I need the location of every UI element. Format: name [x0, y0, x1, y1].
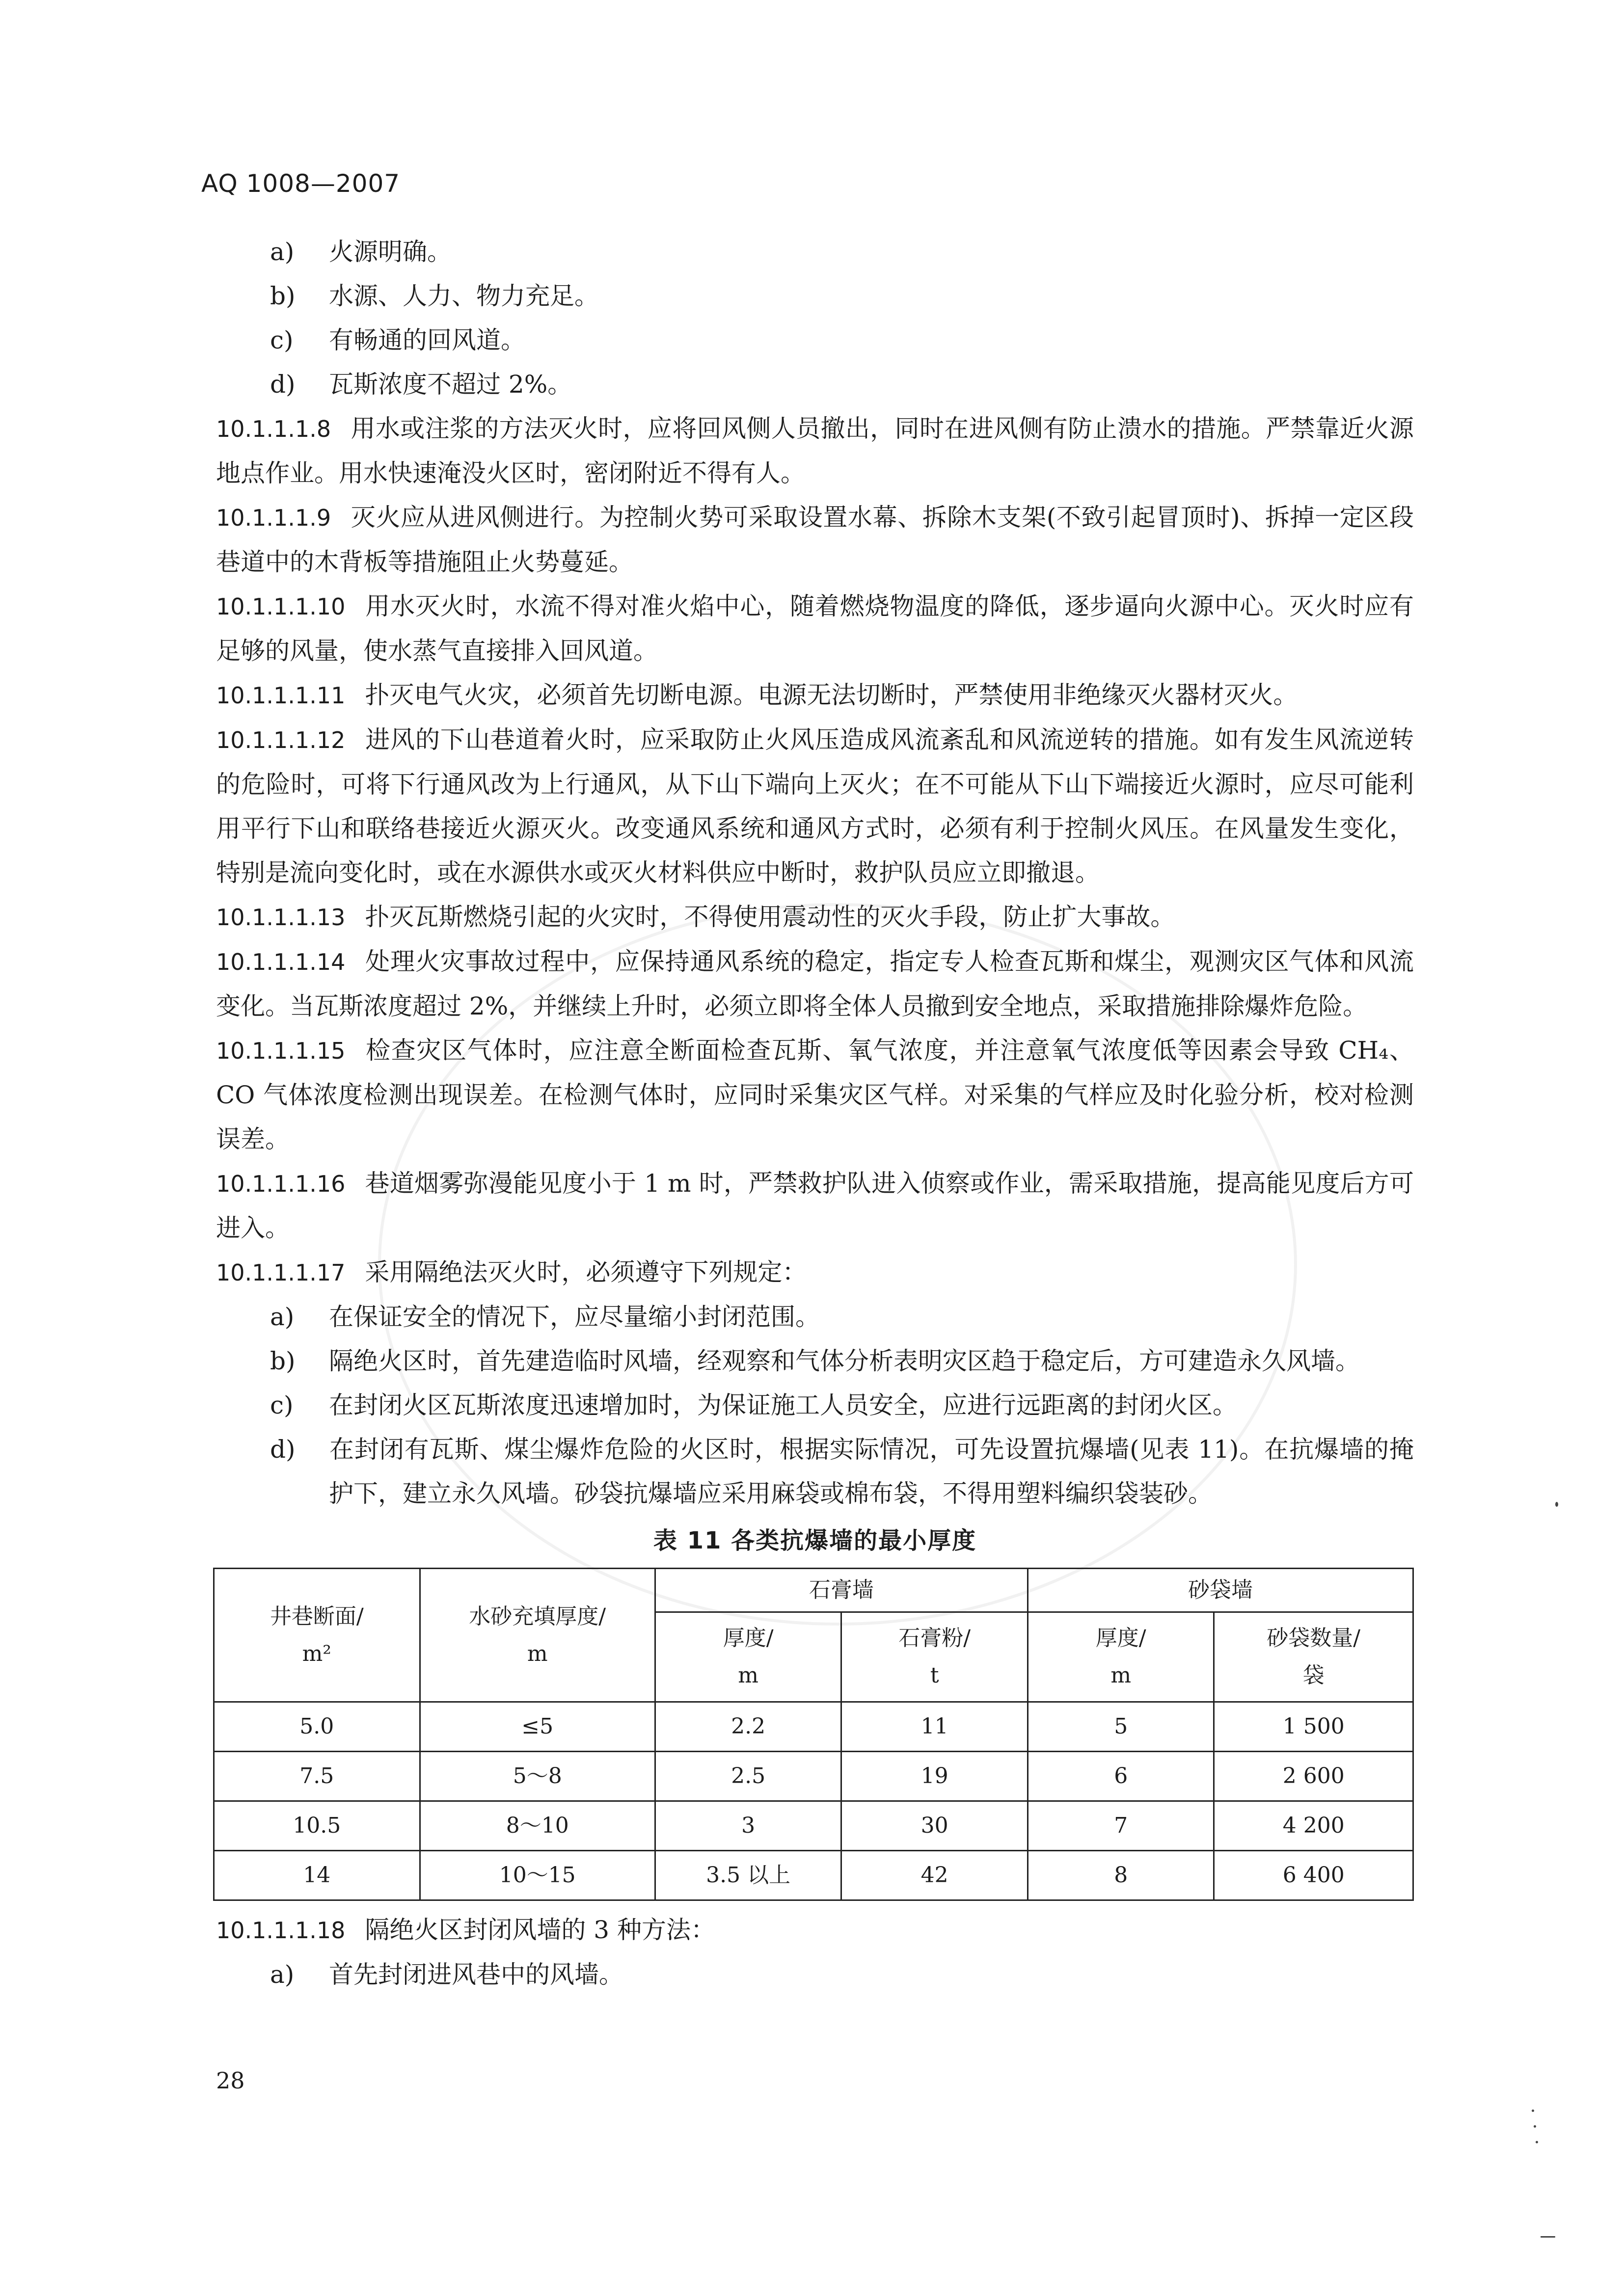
clause-number: 10.1.1.1.17	[216, 1259, 346, 1286]
clause-paragraph	[216, 718, 1414, 895]
paragraph-text: 处理火灾事故过程中，应保持通风系统的稳定，指定专人检查瓦斯和煤尘，观测灾区气体和风流变化。当瓦斯浓度超过 2%，并继续上升时，必须立即将全体人员撤到安全地点，采取措施排除爆炸危险。	[216, 947, 1414, 1020]
table-caption: 表 11 各类抗爆墙的最小厚度	[653, 1527, 977, 1554]
document-body	[216, 230, 1414, 1997]
table-cell: 7	[1028, 1801, 1214, 1851]
table-cell: 1 500	[1214, 1702, 1413, 1752]
table-row	[214, 1801, 1413, 1851]
table-cell: 2.5	[655, 1752, 841, 1801]
clause-number: 10.1.1.1.8	[216, 416, 331, 442]
paragraph-text: 在封闭有瓦斯、煤尘爆炸危险的火区时，根据实际情况，可先设置抗爆墙(见表 11)。在抗爆墙的掩护下，建立永久风墙。砂袋抗爆墙应采用麻袋或棉布袋，不得用塑料编织袋装砂。	[329, 1435, 1414, 1508]
header-sandbag-count: 砂袋数量/ 袋	[1214, 1612, 1413, 1702]
page-number: 28	[216, 2067, 245, 2094]
table-cell: 3	[655, 1801, 841, 1851]
scan-speck	[1555, 1502, 1558, 1507]
paragraph-text: 用水或注浆的方法灭火时，应将回风侧人员撤出，同时在进风侧有防止溃水的措施。严禁靠近火源地点作业。用水快速淹没火区时，密闭附近不得有人。	[216, 414, 1414, 487]
paragraph-text: 有畅通的回风道。	[329, 326, 525, 354]
scan-speck	[1541, 2236, 1555, 2238]
standard-number: AQ 1008—2007	[201, 169, 401, 198]
clause-number: 10.1.1.1.10	[216, 593, 346, 620]
table-row	[214, 1702, 1413, 1752]
table-cell: 7.5	[214, 1752, 420, 1801]
paragraph-text: 检查灾区气体时，应注意全断面检查瓦斯、氧气浓度，并注意氧气浓度低等因素会导致 CH₄、CO 气体浓度检测出现误差。在检测气体时，应同时采集灾区气样。对采集的气样应及时化验分析，校对检测误差。	[216, 1036, 1414, 1153]
table-cell: 6 400	[1214, 1851, 1413, 1900]
table-cell: 10～15	[420, 1851, 655, 1900]
table-cell: 5～8	[420, 1752, 655, 1801]
table-row	[214, 1851, 1413, 1900]
table-cell: 30	[841, 1801, 1028, 1851]
list-item	[270, 1383, 1414, 1427]
table-cell: 14	[214, 1851, 420, 1900]
blast-wall-table	[213, 1568, 1414, 1901]
list-marker: c)	[270, 326, 294, 354]
header-gypsum-powder: 石膏粉/ t	[841, 1612, 1028, 1702]
list-item	[270, 1427, 1414, 1516]
table-row	[214, 1752, 1413, 1801]
clause-paragraph	[216, 495, 1414, 584]
scan-speck	[1534, 2125, 1536, 2128]
clause-paragraph	[216, 584, 1414, 673]
clause-number: 10.1.1.1.15	[216, 1038, 346, 1064]
clause-number: 10.1.1.1.18	[216, 1917, 346, 1944]
clause-number: 10.1.1.1.16	[216, 1171, 346, 1197]
clause-paragraph	[216, 406, 1414, 495]
paragraph-text: 扑灭瓦斯燃烧引起的火灾时，不得使用震动性的灭火手段，防止扩大事故。	[365, 903, 1175, 931]
table-cell: ≤5	[420, 1702, 655, 1752]
clause-number: 10.1.1.1.9	[216, 505, 331, 531]
list-item	[270, 1339, 1414, 1383]
list-item	[270, 1952, 1414, 1997]
table-cell: 6	[1028, 1752, 1214, 1801]
clause-number: 10.1.1.1.11	[216, 682, 346, 709]
paragraph-text: 用水灭火时，水流不得对准火焰中心，随着燃烧物温度的降低，逐步逼向火源中心。灭火时应有足够的风量，使水蒸气直接排入回风道。	[216, 592, 1414, 665]
list-marker: a)	[270, 1960, 295, 1989]
list-marker: a)	[270, 238, 295, 266]
paragraph-text: 采用隔绝法灭火时，必须遵守下列规定：	[365, 1258, 807, 1286]
list-marker: b)	[270, 1347, 296, 1375]
header-gypsum-wall: 石膏墙	[655, 1569, 1028, 1612]
paragraph-text: 隔绝火区时，首先建造临时风墙，经观察和气体分析表明灾区趋于稳定后，方可建造永久风墙。	[329, 1347, 1360, 1375]
table-cell: 11	[841, 1702, 1028, 1752]
scan-speck	[1532, 2109, 1534, 2112]
clause-paragraph	[216, 939, 1414, 1028]
clause-paragraph	[216, 1250, 1414, 1295]
list-marker: d)	[270, 1435, 296, 1464]
table-cell: 10.5	[214, 1801, 420, 1851]
list-item	[270, 230, 1414, 274]
paragraph-text: 扑灭电气火灾，必须首先切断电源。电源无法切断时，严禁使用非绝缘灭火器材灭火。	[365, 681, 1298, 709]
table-cell: 19	[841, 1752, 1028, 1801]
list-item	[270, 274, 1414, 318]
clause-paragraph	[216, 1908, 1414, 1952]
body-paragraphs-bottom	[216, 1908, 1414, 1997]
table-cell: 8	[1028, 1851, 1214, 1900]
paragraph-text: 火源明确。	[329, 238, 452, 266]
list-item	[270, 1295, 1414, 1339]
body-paragraphs-top	[216, 230, 1414, 1516]
list-marker: c)	[270, 1391, 294, 1419]
clause-paragraph	[216, 673, 1414, 718]
table-body	[214, 1702, 1413, 1900]
clause-number: 10.1.1.1.12	[216, 727, 346, 753]
paragraph-text: 水源、人力、物力充足。	[329, 282, 599, 310]
header-section-area: 井巷断面/ m²	[214, 1569, 420, 1702]
paragraph-text: 瓦斯浓度不超过 2%。	[329, 370, 572, 399]
table-cell: 42	[841, 1851, 1028, 1900]
paragraph-text: 进风的下山巷道着火时，应采取防止火风压造成风流紊乱和风流逆转的措施。如有发生风流逆转的危险时，可将下行通风改为上行通风，从下山下端向上灭火；在不可能从下山下端接近火源时，应尽可能利用平行下山和联络巷接近火源灭火。改变通风系统和通风方式时，必须有利于控制火风压。在风量发生变化，特别是流向变化时，或在水源供水或灭火材料供应中断时，救护队员应立即撤退。	[216, 725, 1414, 887]
header-sandbag-thickness: 厚度/ m	[1028, 1612, 1214, 1702]
paragraph-text: 在封闭火区瓦斯浓度迅速增加时，为保证施工人员安全，应进行远距离的封闭火区。	[329, 1391, 1237, 1419]
clause-number: 10.1.1.1.14	[216, 949, 346, 975]
scan-speck	[1536, 2141, 1538, 2143]
paragraph-text: 灭火应从进风侧进行。为控制火势可采取设置水幕、拆除木支架(不致引起冒顶时)、拆掉一定区段巷道中的木背板等措施阻止火势蔓延。	[216, 503, 1414, 576]
clause-paragraph	[216, 1028, 1414, 1161]
clause-paragraph	[216, 1161, 1414, 1250]
list-item	[270, 318, 1414, 362]
list-marker: b)	[270, 282, 296, 310]
table-cell: 3.5 以上	[655, 1851, 841, 1900]
table-cell: 8～10	[420, 1801, 655, 1851]
table-cell: 5.0	[214, 1702, 420, 1752]
header-gypsum-thickness: 厚度/ m	[655, 1612, 841, 1702]
table-cell: 2.2	[655, 1702, 841, 1752]
paragraph-text: 在保证安全的情况下，应尽量缩小封闭范围。	[329, 1303, 820, 1331]
table-cell: 5	[1028, 1702, 1214, 1752]
list-marker: a)	[270, 1303, 295, 1331]
paragraph-text: 巷道烟雾弥漫能见度小于 1 m 时，严禁救护队进入侦察或作业，需采取措施，提高能见度后方可进入。	[216, 1169, 1414, 1242]
clause-number: 10.1.1.1.13	[216, 904, 346, 931]
list-item	[270, 362, 1414, 406]
paragraph-text: 首先封闭进风巷中的风墙。	[329, 1960, 623, 1989]
header-sandbag-wall: 砂袋墙	[1028, 1569, 1413, 1612]
header-fill-thickness: 水砂充填厚度/ m	[420, 1569, 655, 1702]
table-cell: 2 600	[1214, 1752, 1413, 1801]
list-marker: d)	[270, 370, 296, 399]
clause-paragraph	[216, 895, 1414, 939]
table-cell: 4 200	[1214, 1801, 1413, 1851]
paragraph-text: 隔绝火区封闭风墙的 3 种方法：	[365, 1916, 715, 1944]
